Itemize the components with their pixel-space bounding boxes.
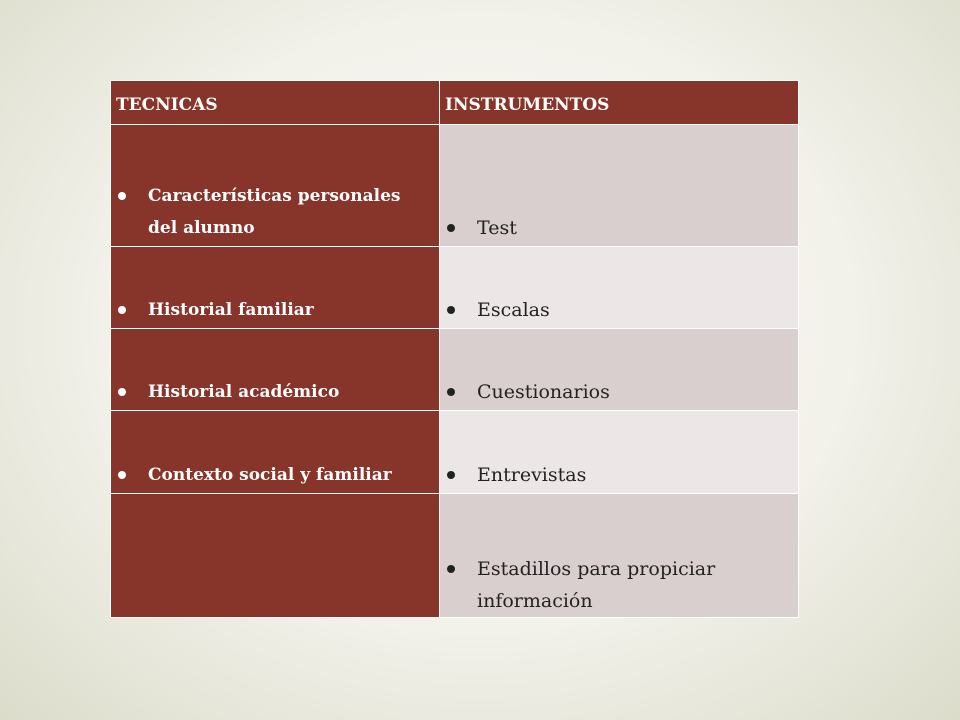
bullet-icon	[447, 565, 455, 573]
tecnica-cell	[111, 247, 440, 329]
bullet-icon	[447, 306, 455, 314]
tecnica-cell	[111, 125, 440, 247]
instrumento-cell	[440, 329, 799, 411]
instrumento-cell	[440, 411, 799, 494]
bullet-icon	[447, 471, 455, 479]
table-row	[111, 125, 799, 247]
tecnica-text: Características personales del alumno	[148, 186, 401, 238]
table-header-row	[111, 81, 799, 125]
techniques-instruments-table	[110, 80, 799, 618]
instrumento-cell	[440, 494, 799, 618]
tecnica-cell	[111, 411, 440, 494]
tecnica-cell-empty	[111, 494, 440, 618]
instrumento-text: Entrevistas	[477, 464, 587, 486]
tecnica-text: Contexto social y familiar	[148, 465, 392, 485]
bullet-icon	[447, 224, 455, 232]
tecnica-cell	[111, 329, 440, 411]
header-instrumentos: INSTRUMENTOS	[440, 81, 799, 125]
tecnica-text: Historial académico	[148, 382, 340, 402]
table-row	[111, 329, 799, 411]
bullet-icon	[118, 192, 126, 200]
bullet-icon	[118, 306, 126, 314]
instrumento-text: Cuestionarios	[477, 381, 610, 403]
table-row	[111, 411, 799, 494]
instrumento-text: Escalas	[477, 299, 550, 321]
tecnica-text: Historial familiar	[148, 300, 314, 320]
bullet-icon	[118, 471, 126, 479]
instrumento-text: Estadillos para propiciar información	[477, 558, 716, 612]
header-tecnicas: TECNICAS	[111, 81, 440, 125]
instrumento-text: Test	[477, 217, 517, 239]
instrumento-cell	[440, 247, 799, 329]
bullet-icon	[447, 388, 455, 396]
table-row	[111, 247, 799, 329]
table-row	[111, 494, 799, 618]
bullet-icon	[118, 388, 126, 396]
instrumento-cell	[440, 125, 799, 247]
